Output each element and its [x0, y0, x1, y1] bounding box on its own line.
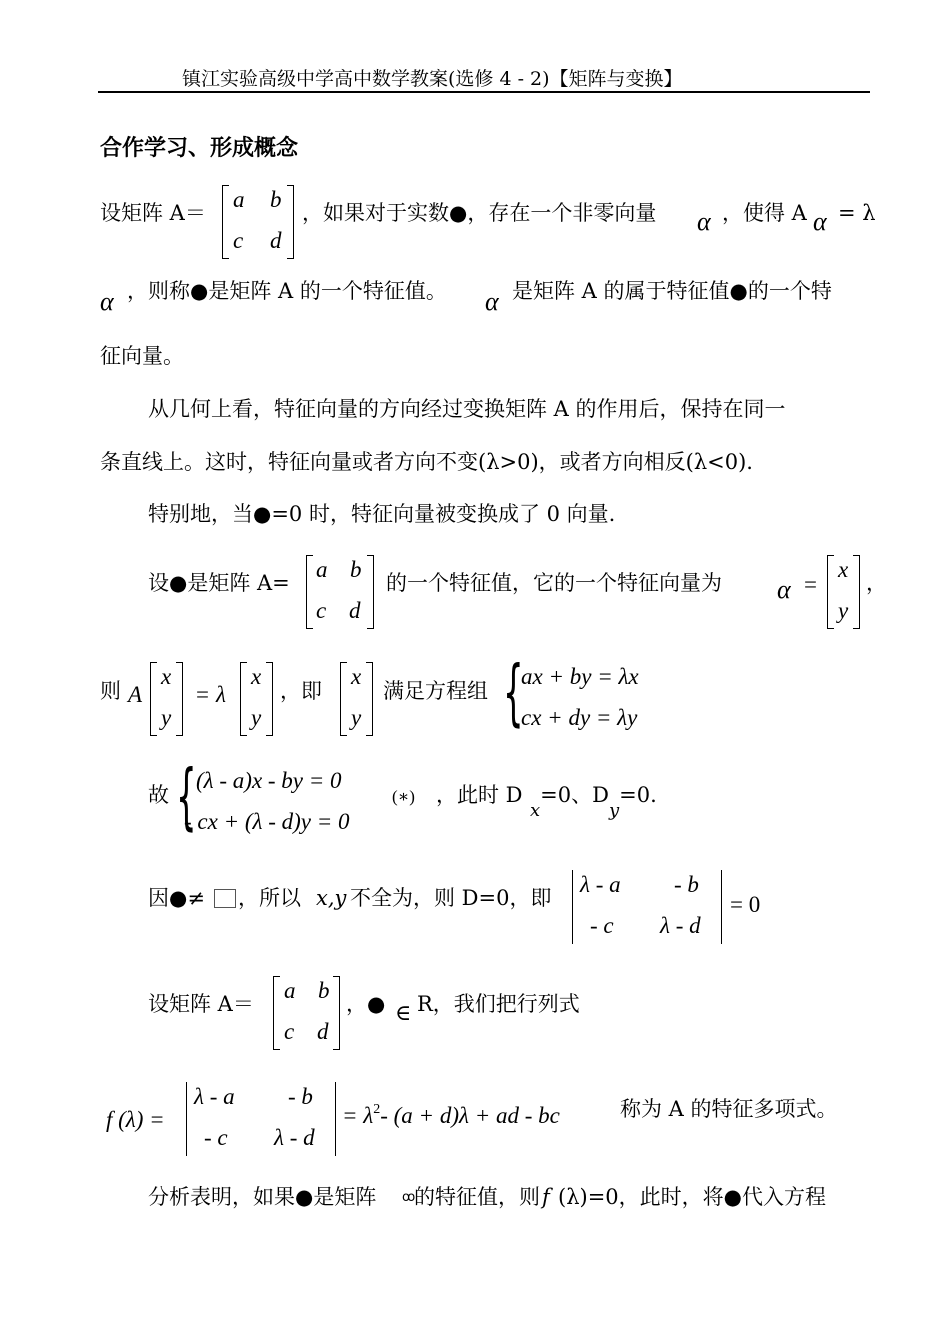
alpha-symbol: α: [100, 287, 114, 316]
case-equation-2: - cx + (λ - d)y = 0: [184, 809, 350, 834]
matrix-entry: d: [317, 1019, 329, 1044]
vector-bracket-left: [150, 662, 157, 736]
determinant-bar-left: [186, 1082, 187, 1156]
left-brace: {: [503, 650, 524, 734]
para5-text-a: 则: [100, 679, 121, 703]
vector-entry: x: [251, 664, 262, 689]
matrix-entry: b: [270, 187, 282, 212]
f-rhs-lambda: = λ: [342, 1103, 374, 1128]
equation-system-line1: ax + by = λx: [521, 664, 639, 689]
vector-entry: y: [351, 705, 362, 730]
section-heading: 合作学习、形成概念: [100, 135, 299, 161]
alpha-symbol: α: [485, 287, 499, 316]
f-lambda-lhs: f (λ) =: [106, 1107, 165, 1132]
para8-text-b: ，●: [346, 992, 386, 1016]
para1-text-g: 征向量。: [100, 344, 184, 368]
matrix-entry: a: [233, 187, 245, 212]
matrix-entry: d: [349, 598, 361, 623]
matrix-entry: a: [316, 557, 328, 582]
alpha-symbol: α: [813, 207, 827, 236]
para7-text-d: 不全为，则 D=0，即: [350, 886, 552, 910]
para7-text-b: ，所以: [238, 886, 301, 910]
vector-entry: x: [161, 664, 172, 689]
header-rule: [98, 91, 870, 93]
vector-entry: x: [838, 557, 849, 582]
exponent: 2: [373, 1102, 381, 1117]
vector-bracket-left: [340, 662, 347, 736]
para6-text-e: =0.: [619, 783, 657, 807]
para1-text-f: 是矩阵 A 的属于特征值●的一个特: [512, 279, 832, 303]
matrix-entry: a: [284, 978, 296, 1003]
matrix-entry: b: [318, 978, 330, 1003]
para10-text-a: 分析表明，如果●是矩阵: [148, 1185, 377, 1209]
equals-sign: =: [196, 682, 209, 707]
determinant-entry: - b: [288, 1084, 313, 1109]
para6-text-a: 故: [148, 783, 169, 807]
para6-text-c: ，此时 D: [436, 783, 523, 807]
para8-text-c: R，我们把行列式: [417, 992, 580, 1016]
matrix-bracket-right: [287, 185, 294, 259]
header-title: 镇江实验高级中学高中数学教案(选修 4 - 2)【矩阵与变换】: [182, 68, 683, 90]
equals-sign: =: [804, 572, 817, 597]
matrix-entry: d: [270, 228, 282, 253]
determinant-entry: λ - d: [274, 1125, 315, 1150]
para1-text-a: 设矩阵 A＝: [100, 201, 206, 225]
matrix-entry: c: [233, 228, 244, 253]
para1-text-d: = λ: [838, 201, 876, 225]
para6-d-group: [530, 780, 657, 821]
lambda-symbol: λ: [216, 682, 226, 707]
para1-text-c: ，使得 A: [722, 201, 807, 225]
para9-text-a: 称为 A 的特征多项式。: [620, 1097, 838, 1121]
matrix-bracket-left: [222, 185, 229, 259]
vector-entry: y: [838, 598, 849, 623]
para8-text-a: 设矩阵 A＝: [148, 992, 254, 1016]
para4-text-b: 的一个特征值，它的一个特征向量为: [386, 571, 722, 595]
para10-text-d: (λ)=0，此时，将●代入方程: [558, 1185, 826, 1209]
subscript-y: y: [608, 800, 620, 821]
para10-text-b: 的特征值，则: [414, 1185, 540, 1209]
para3-line1: 特别地，当●=0 时，特征向量被变换成了 0 向量.: [148, 502, 616, 526]
determinant-bar-right: [721, 870, 722, 944]
case-equation-1: (λ - a)x - by = 0: [196, 768, 342, 793]
para7-text-c: x,y: [316, 886, 347, 910]
determinant-entry: - c: [590, 913, 614, 938]
vector-bracket-right: [266, 662, 273, 736]
para4-text-a: 设●是矩阵 A=: [148, 571, 290, 595]
para4-text-c: ，: [866, 571, 887, 595]
vector-bracket-left: [240, 662, 247, 736]
matrix-entry: c: [284, 1019, 295, 1044]
matrix-entry: c: [316, 598, 327, 623]
para5-text-c: 满足方程组: [383, 679, 488, 703]
matrix-bracket-left: [273, 976, 280, 1050]
vector-bracket-right: [853, 555, 860, 629]
para2-line1: 从几何上看，特征向量的方向经过变换矩阵 A 的作用后，保持在同一: [148, 397, 786, 421]
matrix-A: A: [128, 682, 143, 707]
para1-text-e: ，则称●是矩阵 A 的一个特征值。: [127, 279, 447, 303]
matrix-bracket-right: [367, 555, 374, 629]
f-lambda-rhs: [342, 1103, 560, 1129]
para10-text-c: f: [542, 1185, 550, 1209]
vector-bracket-left: [827, 555, 834, 629]
vector-entry: y: [251, 705, 262, 730]
para5-text-b: ，即: [280, 679, 322, 703]
alpha-symbol: α: [777, 575, 791, 604]
vector-entry: y: [161, 705, 172, 730]
determinant-entry: - c: [204, 1125, 228, 1150]
vector-bracket-right: [366, 662, 373, 736]
matrix-bracket-left: [306, 555, 313, 629]
matrix-entry: b: [350, 557, 362, 582]
vector-entry: x: [351, 664, 362, 689]
determinant-bar-right: [335, 1082, 336, 1156]
alpha-symbol: α: [697, 207, 711, 236]
determinant-entry: λ - d: [660, 913, 701, 938]
left-brace: {: [176, 754, 197, 838]
determinant-entry: λ - a: [580, 872, 621, 897]
f-rhs-rest: - (a + d)λ + ad - bc: [380, 1103, 560, 1128]
element-of-symbol: ∈: [395, 1000, 412, 1025]
para2-line2: 条直线上。这时，特征向量或者方向不变(λ>0)，或者方向相反(λ<0).: [100, 450, 753, 474]
equation-system-line2: cx + dy = λy: [521, 705, 638, 730]
determinant-entry: - b: [674, 872, 699, 897]
equation-tag: (∗): [392, 787, 415, 806]
determinant-entry: λ - a: [194, 1084, 235, 1109]
vector-bracket-right: [176, 662, 183, 736]
para7-text-a: 因●≠: [148, 886, 205, 910]
garbled-glyph: ꝏ: [402, 1190, 416, 1205]
para1-text-b: ，如果对于实数●，存在一个非零向量: [302, 201, 657, 225]
determinant-bar-left: [572, 870, 573, 944]
equals-zero: = 0: [730, 892, 761, 917]
matrix-bracket-right: [333, 976, 340, 1050]
subscript-x: x: [530, 800, 541, 821]
missing-glyph-box: [214, 889, 236, 908]
para6-text-d: =0、D: [540, 783, 609, 807]
